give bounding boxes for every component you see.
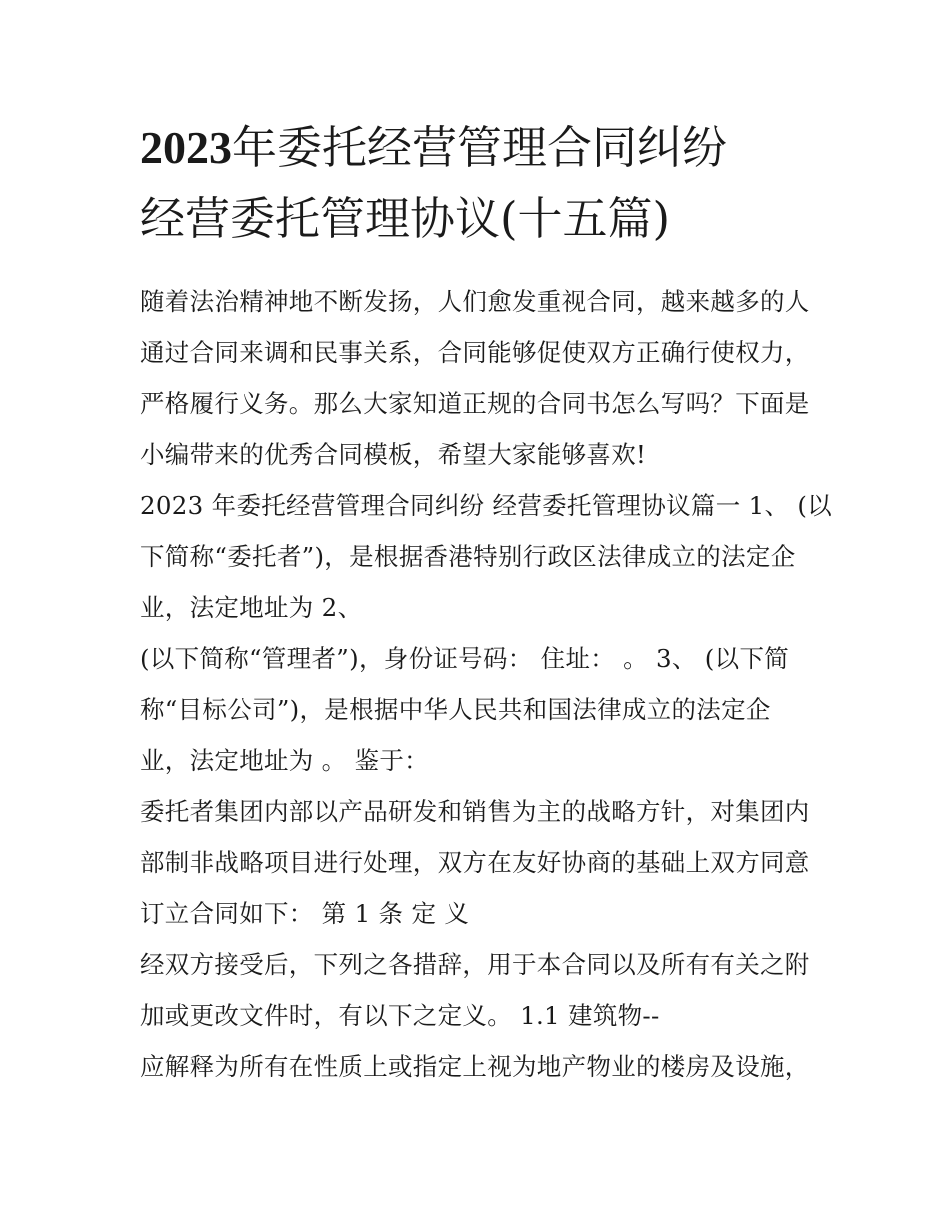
document-body xyxy=(140,276,833,1092)
body-line: 业，法定地址为 。 鉴于： xyxy=(140,746,429,775)
body-line: 经双方接受后，下列之各措辞，用于本合同以及所有有关之附 xyxy=(140,950,810,979)
body-line: 2023 年委托经营管理合同纠纷 经营委托管理协议篇一 1、 (以 xyxy=(140,491,833,520)
body-line: 严格履行义务。那么大家知道正规的合同书怎么写吗？下面是 xyxy=(140,389,810,418)
title-year: 2023 xyxy=(140,122,232,173)
body-line: 通过合同来调和民事关系，合同能够促使双方正确行使权力， xyxy=(140,338,810,367)
body-line: (以下简称“管理者”)，身份证号码： 住址： 。 3、 (以下简 xyxy=(140,644,790,673)
body-line: 应解释为所有在性质上或指定上视为地产物业的楼房及设施， xyxy=(140,1052,810,1081)
body-line: 加或更改文件时，有以下之定义。 1.1 建筑物-- xyxy=(140,1001,660,1030)
title-line-1-text: 年委托经营管理合同纠纷 xyxy=(232,121,728,174)
title-line-1 xyxy=(140,121,727,174)
body-line: 称“目标公司”)，是根据中华人民共和国法律成立的法定企 xyxy=(140,695,771,724)
body-line: 随着法治精神地不断发扬，人们愈发重视合同，越来越多的人 xyxy=(140,287,810,316)
body-line: 业，法定地址为 2、 xyxy=(140,593,363,622)
body-line: 小编带来的优秀合同模板，希望大家能够喜欢! xyxy=(140,440,647,469)
document-title xyxy=(140,112,820,254)
body-line: 下简称“委托者”)，是根据香港特别行政区法律成立的法定企 xyxy=(140,542,796,571)
body-line: 订立合同如下： 第 1 条 定 义 xyxy=(140,899,470,928)
body-line: 委托者集团内部以产品研发和销售为主的战略方针，对集团内 xyxy=(140,797,810,826)
body-line: 部制非战略项目进行处理，双方在友好协商的基础上双方同意 xyxy=(140,848,810,877)
title-line-2: 经营委托管理协议(十五篇) xyxy=(140,192,671,245)
